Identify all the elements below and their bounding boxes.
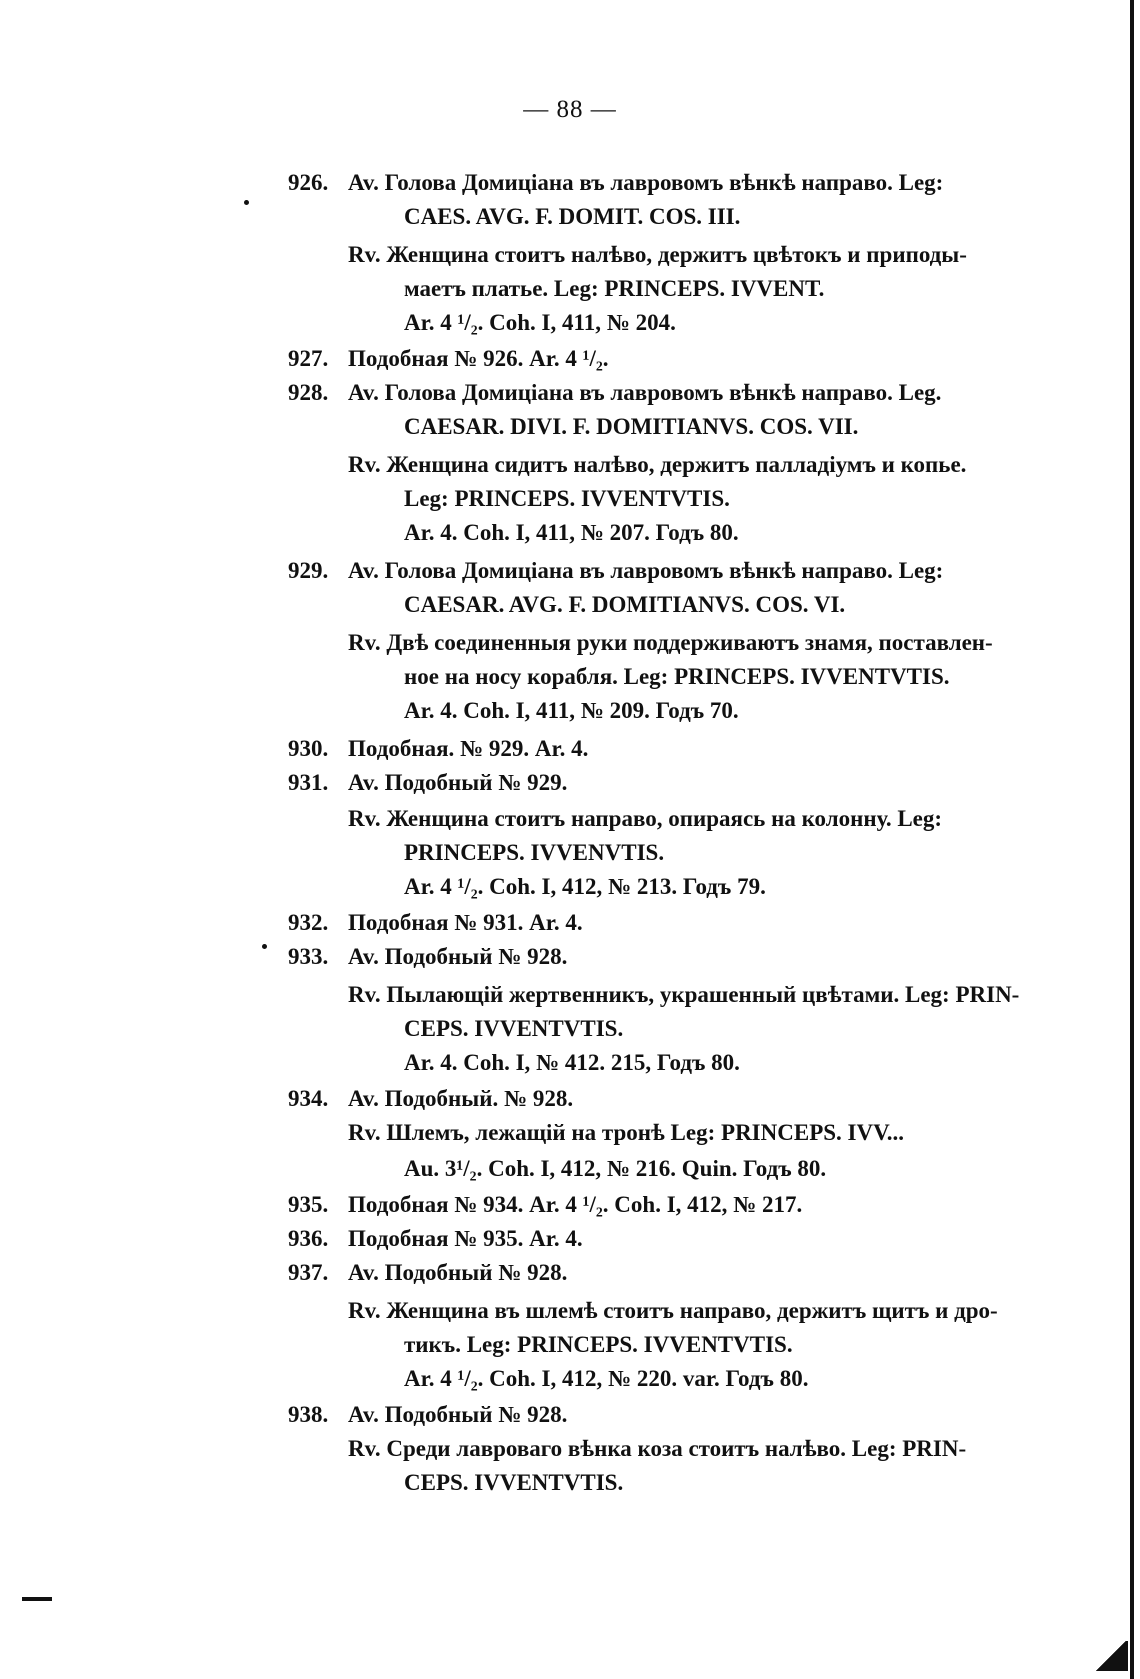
entry-continuation-line: [404, 1470, 623, 1496]
entry-number: 937.: [288, 1260, 329, 1285]
entry-number: 930.: [288, 736, 329, 761]
entry-text: PRINCEPS. IVVENVTIS.: [404, 840, 665, 865]
entry-text: Rv. Двѣ соединенныя руки поддерживаютъ знамя, поставлен-: [348, 630, 993, 655]
entry-text: CEPS. IVVENTVTIS.: [404, 1016, 624, 1041]
entry-continuation-line: [348, 806, 942, 832]
entry-text: Ar. 4. Coh. I, 411, № 209. Годъ 70.: [404, 698, 739, 723]
entry-number: 927.: [288, 346, 329, 371]
entry-continuation-line: [404, 1366, 808, 1392]
entry-continuation-line: [348, 452, 966, 478]
margin-dot: [262, 944, 267, 949]
entry-number: 938.: [288, 1402, 329, 1427]
entry-continuation-line: [404, 276, 824, 302]
entry-text: Av. Голова Домиціана въ лавровомъ вѣнкѣ направо. Leg:: [348, 170, 944, 195]
entry-text: Ar. 4 ¹/₂. Coh. I, 411, № 204.: [404, 310, 676, 335]
entry-number: 931.: [288, 770, 329, 795]
entry-continuation-line: [348, 630, 993, 656]
entry-line: [288, 1086, 573, 1112]
entry-line: [288, 346, 609, 372]
entry-line: [288, 170, 943, 196]
entry-text: Av. Подобный № 928.: [348, 1402, 568, 1427]
entry-number: 935.: [288, 1192, 329, 1217]
entry-text: CAES. AVG. F. DOMIT. COS. III.: [404, 204, 741, 229]
entry-line: [288, 736, 588, 762]
entry-continuation-line: [404, 664, 950, 690]
entry-text: Rv. Женщина стоитъ налѣво, держитъ цвѣтокъ и приподы-: [348, 242, 967, 267]
entry-line: [288, 1402, 567, 1428]
entry-continuation-line: [348, 1298, 998, 1324]
entry-text: CAESAR. DIVI. F. DOMITIANVS. COS. VII.: [404, 414, 859, 439]
entry-text: Av. Подобный № 928.: [348, 944, 568, 969]
entry-number: 932.: [288, 910, 329, 935]
entry-text: Ar. 4 ¹/₂. Coh. I, 412, № 220. var. Годъ 80.: [404, 1366, 809, 1391]
entry-continuation-line: [404, 698, 739, 724]
entry-continuation-line: [404, 204, 740, 230]
entry-number: 928.: [288, 380, 329, 405]
entry-line: [288, 944, 567, 970]
entry-line: [288, 558, 943, 584]
entry-continuation-line: [404, 840, 664, 866]
entry-number: 929.: [288, 558, 329, 583]
entry-number: 926.: [288, 170, 329, 195]
entry-text: маетъ платье. Leg: PRINCEPS. IVVENT.: [404, 276, 825, 301]
entry-text: Подобная № 934. Ar. 4 ¹/₂. Coh. I, 412, № 217.: [348, 1192, 803, 1217]
entry-text: Ar. 4. Coh. I, 411, № 207. Годъ 80.: [404, 520, 739, 545]
entry-text: Ar. 4 ¹/₂. Coh. I, 412, № 213. Годъ 79.: [404, 874, 766, 899]
entry-continuation-line: [348, 242, 967, 268]
entry-text: Av. Подобный № 928.: [348, 1260, 568, 1285]
entry-text: Au. 3¹/₂. Coh. I, 412, № 216. Quin. Годъ 80.: [404, 1156, 827, 1181]
entry-continuation-line: [404, 486, 730, 512]
entry-text: Rv. Среди лавроваго вѣнка коза стоитъ налѣво. Leg: PRIN-: [348, 1436, 967, 1461]
entry-continuation-line: [404, 1016, 623, 1042]
entry-continuation-line: [404, 520, 739, 546]
entry-text: Подобная № 926. Ar. 4 ¹/₂.: [348, 346, 609, 371]
entry-text: Leg: PRINCEPS. IVVENTVTIS.: [404, 486, 730, 511]
entry-text: Av. Подобный № 929.: [348, 770, 568, 795]
corner-mark: [1094, 1641, 1128, 1671]
margin-dash-mark: [22, 1597, 52, 1601]
entry-line: [288, 770, 567, 796]
entry-text: Ar. 4. Coh. I, № 412. 215, Годъ 80.: [404, 1050, 740, 1075]
entry-continuation-line: [348, 1120, 904, 1146]
entry-continuation-line: [404, 592, 845, 618]
entry-continuation-line: [348, 1436, 966, 1462]
entry-text: тикъ. Leg: PRINCEPS. IVVENTVTIS.: [404, 1332, 793, 1357]
entry-text: Rv. Женщина въ шлемѣ стоитъ направо, держитъ щитъ и дро-: [348, 1298, 998, 1323]
entry-number: 936.: [288, 1226, 329, 1251]
entry-text: Av. Голова Домиціана въ лавровомъ вѣнкѣ направо. Leg.: [348, 380, 942, 405]
entry-continuation-line: [404, 310, 676, 336]
entry-text: CAESAR. AVG. F. DOMITIANVS. COS. VI.: [404, 592, 846, 617]
entry-text: Подобная. № 929. Ar. 4.: [348, 736, 589, 761]
entry-text: Rv. Женщина сидитъ налѣво, держитъ палладіумъ и копье.: [348, 452, 967, 477]
entry-continuation-line: [404, 1156, 826, 1182]
entry-continuation-line: [404, 414, 858, 440]
entry-line: [288, 1192, 802, 1218]
margin-dot: [244, 200, 249, 205]
entry-number: 934.: [288, 1086, 329, 1111]
entry-text: Rv. Женщина стоитъ направо, опираясь на колонну. Leg:: [348, 806, 943, 831]
entry-line: [288, 1260, 567, 1286]
entry-line: [288, 1226, 583, 1252]
entry-text: Подобная № 931. Ar. 4.: [348, 910, 583, 935]
entry-continuation-line: [348, 982, 1019, 1008]
entry-text: CEPS. IVVENTVTIS.: [404, 1470, 624, 1495]
entry-text: Av. Голова Домиціана въ лавровомъ вѣнкѣ направо. Leg:: [348, 558, 944, 583]
entry-line: [288, 380, 941, 406]
entry-text: Подобная № 935. Ar. 4.: [348, 1226, 583, 1251]
entry-continuation-line: [404, 874, 766, 900]
page-number: — 88 —: [523, 96, 617, 123]
entry-text: Av. Подобный. № 928.: [348, 1086, 574, 1111]
entry-line: [288, 910, 583, 936]
page-edge-line: [1130, 0, 1134, 1679]
entry-number: 933.: [288, 944, 329, 969]
entry-continuation-line: [404, 1332, 793, 1358]
entry-text: Rv. Шлемъ, лежащій на тронѣ Leg: PRINCEPS. IVV...: [348, 1120, 904, 1145]
entry-text: Rv. Пылающій жертвенникъ, украшенный цвѣтами. Leg: PRIN-: [348, 982, 1020, 1007]
entry-continuation-line: [404, 1050, 740, 1076]
entry-text: ное на носу корабля. Leg: PRINCEPS. IVVENTVTIS.: [404, 664, 950, 689]
